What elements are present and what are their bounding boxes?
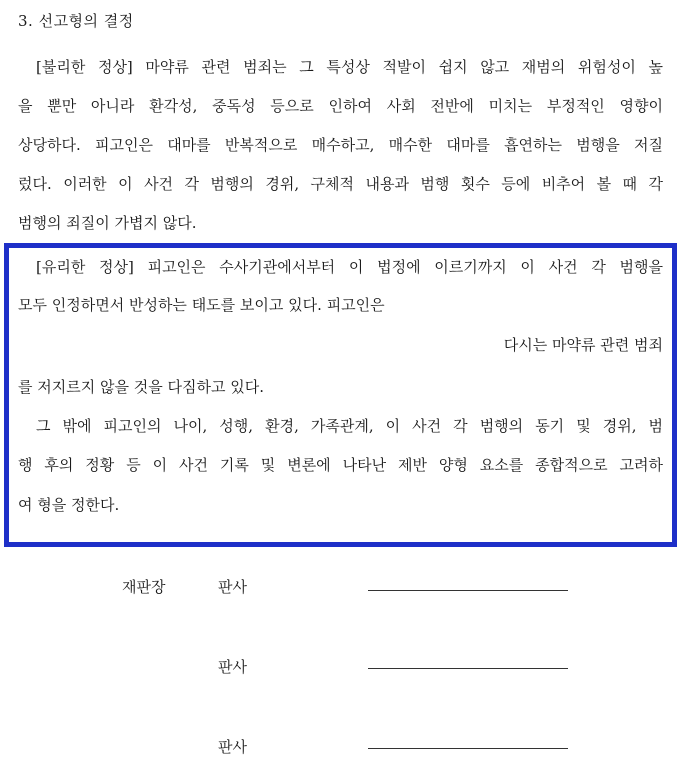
signature-line: [368, 590, 568, 591]
signature-line: [368, 668, 568, 669]
paragraph-line-last: 범행의 죄질이 가볍지 않다.: [18, 214, 197, 232]
paragraph-line: [유리한 정상] 피고인은 수사기관에서부터 이 법정에 이르기까지 이 사건 각 범행을: [36, 258, 663, 276]
section-heading: 3. 선고형의 결정: [18, 12, 134, 30]
paragraph-line: 그 밖에 피고인의 나이, 성행, 환경, 가족관계, 이 사건 각 범행의 동기 및 경위, 범: [36, 417, 663, 435]
paragraph-line: 를 저지르지 않을 것을 다짐하고 있다.: [18, 378, 264, 396]
judge-label: 판사: [218, 658, 247, 676]
signature-line: [368, 748, 568, 749]
paragraph-line: 행 후의 정황 등 이 사건 기록 및 변론에 나타난 제반 양형 요소를 종합적으로 고려하: [18, 456, 663, 474]
paragraph-line: 을 뿐만 아니라 환각성, 중독성 등으로 인하여 사회 전반에 미치는 부정적인 영향이: [18, 97, 663, 115]
judge-label: 판사: [218, 738, 247, 756]
presiding-judge-label: 재판장: [122, 578, 166, 596]
paragraph-line: [불리한 정상] 마약류 관련 범죄는 그 특성상 적발이 쉽지 않고 재범의 위험성이 높: [36, 58, 663, 76]
paragraph-line-last: 여 형을 정한다.: [18, 496, 120, 514]
paragraph-line: 렀다. 이러한 이 사건 각 범행의 경위, 구체적 내용과 범행 횟수 등에 비추어 볼 때 각: [18, 175, 663, 193]
paragraph-line: 상당하다. 피고인은 대마를 반복적으로 매수하고, 매수한 대마를 흡연하는 범행을 저질: [18, 136, 663, 154]
judge-label: 판사: [218, 578, 247, 596]
paragraph-line: 모두 인정하면서 반성하는 태도를 보이고 있다. 피고인은: [18, 296, 385, 314]
paragraph-line-right: 다시는 마약류 관련 범죄: [503, 336, 663, 354]
